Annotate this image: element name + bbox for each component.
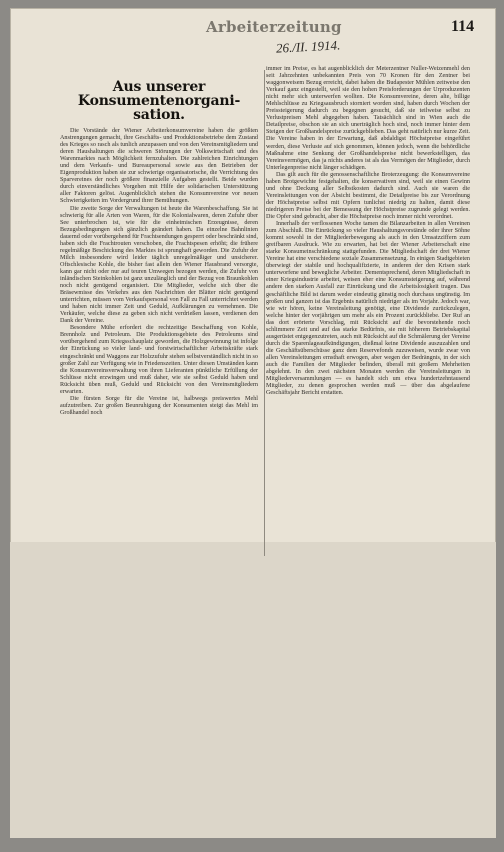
handwritten-date: 26./II. 1914.: [275, 37, 341, 56]
article-column-left: [60, 76, 258, 417]
masthead: Arbeiterzeitung: [206, 18, 342, 36]
paragraph: Besondere Mühe erfordert die rechtzeitige Beschaffung von Kohle, Brennholz und Petroleum. Die Produktionsgebiete des Petroleums sind vorübergehend zum Kriegsschauplatz geworden, die Holzgewinnung ist infolge der Einrückung so vieler land- und forstwirtschaftlicher Arbeitskräfte stark eingeschränkt und Waggons zur Holzzufuhr stehen selbstverständlich nicht in so großer Zahl zur Verfügung wie in Friedenszeiten. Unter diesen Umständen kann die Konsumvereinsverwaltung von ihren Lieferanten pünktliche Erfüllung der Schlüsse nicht erzwingen und muß daher, wie sie selbst Geduld haben und Rücksicht üben muß, Geduld und Rücksicht von den Vereinsmitgliedern erwarten.: [60, 325, 258, 395]
headline-line-2: sation.: [133, 107, 185, 123]
article-headline: [60, 80, 258, 122]
paper-sheet-blank-lower: [10, 542, 496, 838]
paragraph: Innerhalb der verflossenen Woche tamen die Bilanzarbeiten in allen Vereinen zum Abschluß. Die Einrückung so vieler Haushaltungsvorstände oder ihrer Söhne kommt sowohl in der Mitgliederbewegung als auch in den Umsatzziffern zum greifbaren Ausdruck. Wie zu erwarten, hat bei der Wiener Arbeiterschaft eine starke Konsumeinschränkung stattgefunden. Die Mitgliedschaft der drei Wiener Vereine hat eine verschiedene soziale Zusammensetzung. In einigen Stadtgebieten überwiegt der stabile und hochqualifizierte, in anderen der den Krisen stark unterworfene und bewegliche Arbeiter. Dementsprechend, deren Mitgliedschaft in einer Kriegsindustrie arbeitet, weisen eher eine Konsumsteigerung auf, während andere den starken Ausfall zur Einrückung und die Arbeitslosigkeit tragen. Das geschäftliche Bild ist darum weder eindeutig günstig noch durchaus ungünstig. Im großen und ganzen ist das Ergebnis natürlich niedriger als im Vorjahr. Jedoch war, wie wir hören, keine Vereinsleitung genötigt, eine Dividende zurückzulegen, welche hinter der vorjährigen um mehr als ein Prozent zurückbliebe. Der Ruf an das dort erörterte Vorschlag, mit Rücksicht auf die bevorstehende noch schlimmere Zeit und auf das starke Bedürfnis, sie mit höherem Betriebskapital ausgerüstet entgegenzutreten, auch mit Rücksicht auf die Schmälerung der Vereine durch die Sparenlageaufkündigungen, dießmal keine Dividende auszuzahlen und die Geschäftsüberschüsse ganz dem Reservefonds zuzuweisen, wurde zwar von allen Vereinsleitungen ernsthaft erwogen, aber wegen der Bedrängnis, in der sich auch die Familien der Mitglieder befinden, überall mit großem Mehrheiten abgelehnt. In den zwei nächsten Monaten werden die Vereinsleitungen in Mitgliederversammlungen — es handelt sich um etwa hundertzehntausend Mitglieder, zu denen gesprochen werden muß — über das abgelaufene Geschäftsjahr Bericht erstatten.: [266, 221, 470, 397]
paragraph: Das gilt auch für die genossenschaftliche Broterzeugung: die Konsumvereine haben Brotgewichte festgehalten, die konservativen sind, weil sie einen Gewinn und ohne Deckung aller Selbstkosten dadurch sind. Auch sie waren die Vereinsleitungen von der Absicht bestimmt, die Detailpreise bis zur Verordnung der Höchstpreise selbst mit Opfern tunlichst niedrig zu halten, damit diese niedrigeren Preise bei der Bemessung der Höchstpreise zugrunde gelegt werden. Die Opfer sind gebracht, aber die Höchstpreise noch immer nicht verordnet.: [266, 171, 470, 220]
paragraph: Die fürsten Sorge für die Vereine ist, halbwegs preiswertes Mehl aufzutreiben. Zur großen Beunruhigung der Konsumenten steigt das Mehl im Großhandel noch: [60, 395, 258, 416]
page-number: 114: [451, 18, 475, 35]
paragraph: Die zweite Sorge der Verwaltungen ist heute die Warenbeschaffung. Sie ist schwierig für alle Arten von Waren, für die Kolonialwaren, deren Zufuhr über See unterbrochen ist, wie für die einheimischen Erzeugnisse, deren Bezugsbedingungen sich gänzlich geändert haben. Da einzelne Bahnlinien dauernd oder vorübergehend für Frachtsendungen gesperrt oder beschränkt sind, haben sich die Frachtrouten verschoben, die Frachtspesen erhöht; die frühere regelmäßige Beschickung des Marktes ist sprunghaft geworden. Die Zufuhr der Milch insbesondere wird leider täglich unregelmäßiger und unsicherer. Oftschlesische Kohle, die bisher fast allein den Wiener Hausbrand versorgte, kann gar nicht oder nur auf teuren Umwegen bezogen werden, die Zufuhr von inländischen Steinkohlen ist ganz unzulänglich und der Bezug von Braunkohlen noch nicht genügend organisiert. Die Mitglieder, welche sich über die Bräsewmisse des Verkehrs aus den Nachrichten der Blätter nicht genügend unterrichten, müssen vom Verkaufspersonal von Fall zu Fall unterrichtet werden und haben nicht immer Zeit und Geduld, Aufklärungen zu vernehmen. Die Verkäufer, welche diese zu geben sich nicht verdrießen lassen, verdienen den Dank der Vereine.: [60, 205, 258, 325]
paragraph: Die Vorstände der Wiener Arbeiterkonsumvereine haben die größten Anstrengungen gemacht, ihre Geschäfts- und Produktionsbetriebe dem Zustand des Krieges so rasch als tunlich anzupassen und von den Vereinsmitgliedern und deren Haushaltungen die schweren Störungen der Volkswirtschaft und des Warenmarktes nach Möglichkeit fernzuhalten. Die zahlreichen Einrichtungen und dem Verkaufs- und Bureaupersonal sowie aus den Betrieben der Eigenproduktion haben sie zur schwierige organisatorische, die Verrichtung des Sparvereines der noch größere finanzielle Aufgaben gestellt. Beide wurden durch einverständliches Vorgehen mit Hilfe der solidarischen Unterstützung aller Faktoren gelöst. Augenblicklich stehen die Konsumvereine vor neuen Schwierigkeiten im Vordergrund ihrer Bemühungen.: [60, 128, 258, 205]
headline-line-1: Aus unserer Konsumentenorgani-: [77, 79, 241, 109]
paragraph: immer im Preise, es hat augenblicklich der Meterzentner Nuller-Weizenmehl den seit Jahrzehnten unbekannten Preis von 70 Kronen für den Zentner bei waggonweisem Bezug erreicht, dabei haben die Budapester Mühlen zeitweise den Verkauf ganz eingestellt, weil sie den hohen Preisforderungen der Urproduzenten nicht mehr sich unterwerfen wollten. Die Konsumvereine, deren alte, billige Mehlschlüsse zu Kriegsausbruch storniert worden sind, haben durch Wochen der Preissteigerung dadurch zu begegnen gesucht, daß sie teilweise selbst zu Verlustpreisen Mehl abgegeben haben. Tatsächlich sind in Wien auch die Detailpreise, obschon sie an sich unerträglich hoch sind, noch immer hinter dem Steigen der Großhandelspreise zurückgeblieben. Das geht natürlich nur kurze Zeit. Die Vereine haben in der Erwartung, daß abdaldigst Höchstpreise eingeführt werden, diese Verluste auf sich genommen, können jedoch, wenn die behördliche Maßnahme eine Senkung der Großhandelspreise nicht bewerkstelligen, das Vereinsvermögen, das ja nichts anderes ist als das Vermögen der Mitglieder, durch Unterlegenpreise nicht länger schädigen.: [266, 66, 470, 171]
article-column-right: [266, 66, 470, 397]
newspaper-clipping: [26, 14, 478, 556]
column-separator: [264, 70, 265, 556]
